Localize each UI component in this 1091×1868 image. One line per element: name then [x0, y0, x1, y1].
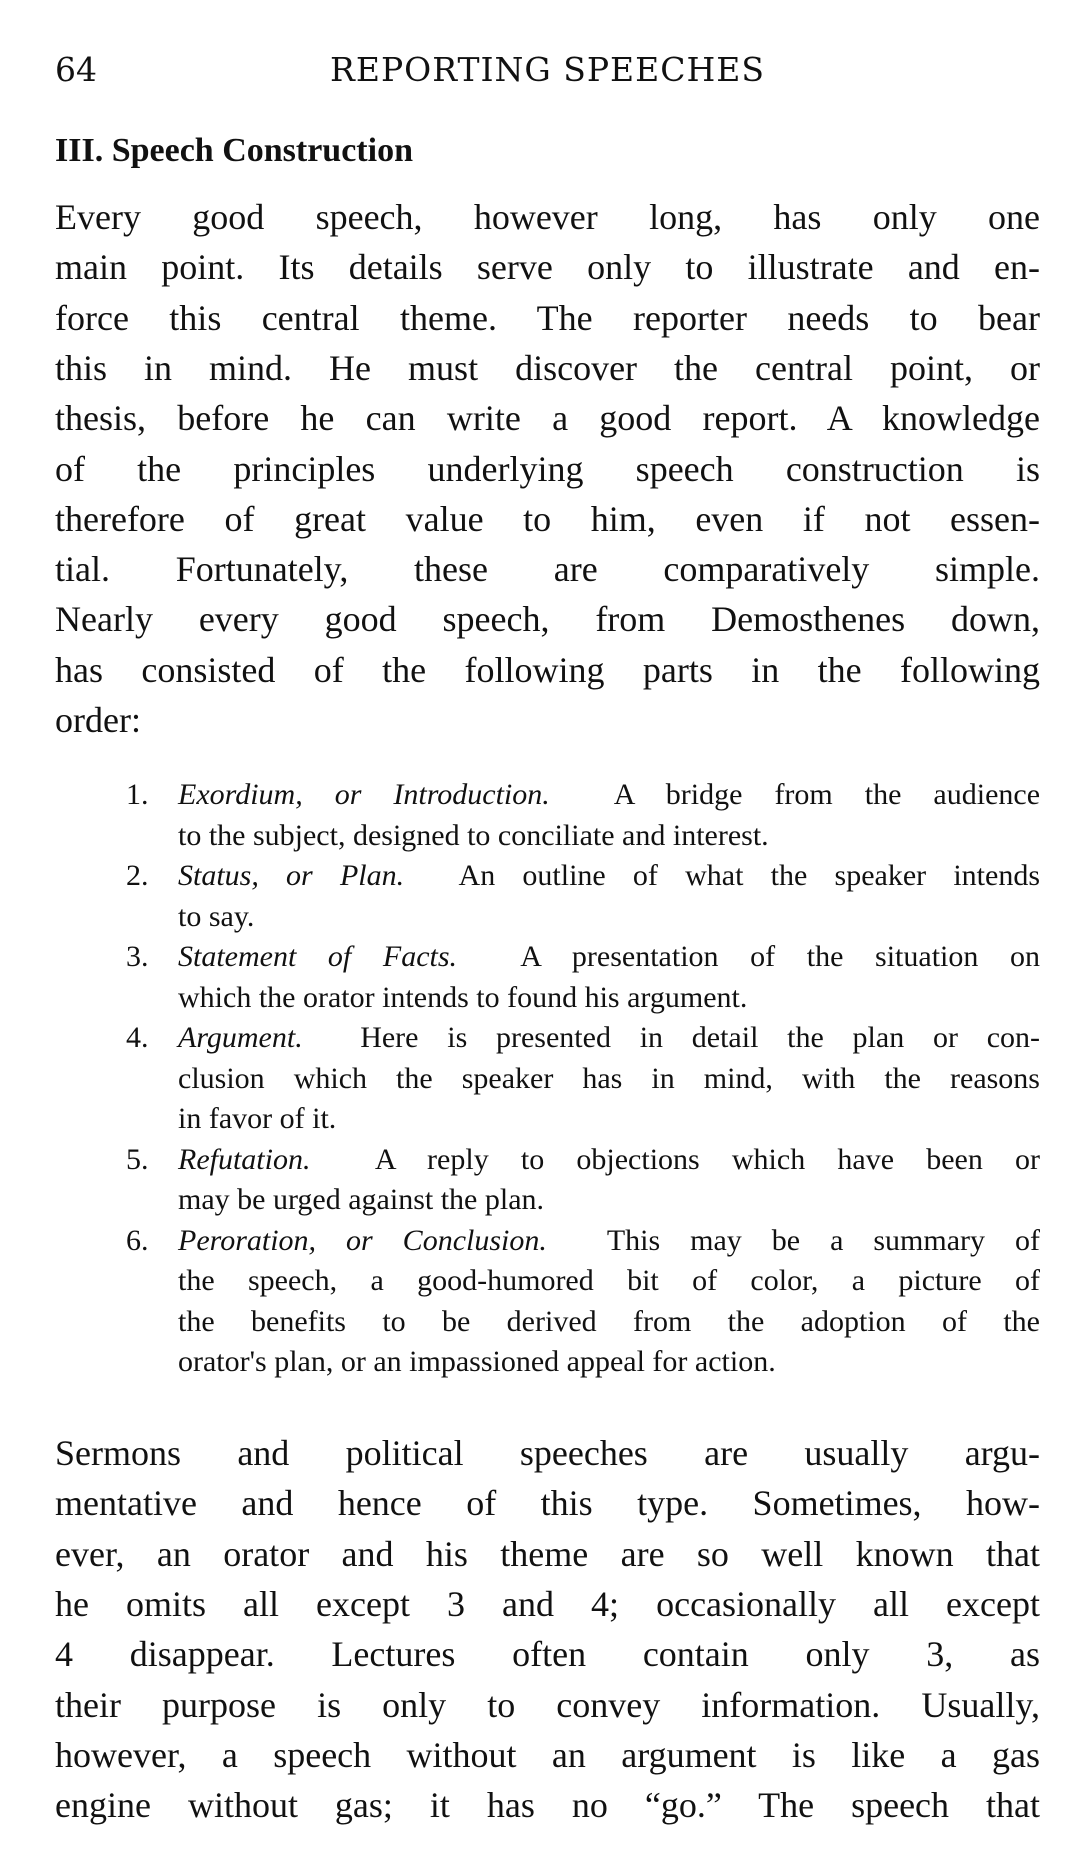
text-line: has consisted of the following parts in the following — [55, 649, 1040, 690]
list-item-line — [178, 859, 1040, 893]
list-item-text: This may be a summary of — [606, 1223, 1040, 1257]
list-item-title: Exordium, or Introduction. — [178, 778, 550, 811]
list-item-text: to the subject, designed to conciliate and interest. — [178, 818, 769, 852]
list-number: 5. — [126, 1142, 149, 1176]
list-item-line — [178, 1021, 1040, 1055]
list-item-title: Status, or Plan. — [178, 859, 405, 892]
page-number: 64 — [55, 50, 97, 89]
list-item-line — [178, 1224, 1040, 1258]
list-item-title: Argument. — [178, 1021, 303, 1054]
list-number: 4. — [126, 1021, 149, 1054]
list-item-text: A presentation of the situation on — [520, 940, 1040, 973]
list-item-text: the benefits to be derived from the adoption of the — [178, 1304, 1040, 1338]
text-line: of the principles underlying speech construction is — [55, 448, 1040, 489]
text-line: main point. Its details serve only to illustrate and en- — [55, 247, 1040, 288]
list-item-line — [178, 778, 1040, 812]
text-line: he omits all except 3 and 4; occasionally all except — [55, 1583, 1040, 1624]
list-item-text: to say. — [178, 899, 255, 933]
list-item-title: Refutation. — [178, 1142, 311, 1176]
list-item-line — [178, 981, 1040, 1015]
text-line: their purpose is only to convey information. Usually, — [55, 1684, 1040, 1725]
list-item-line — [178, 1102, 1040, 1136]
text-line: Every good speech, however long, has only one — [55, 197, 1040, 237]
text-line: Nearly every good speech, from Demosthenes down, — [55, 599, 1040, 640]
list-number: 3. — [126, 940, 149, 973]
list-item-text: clusion which the speaker has in mind, with the reasons — [178, 1061, 1040, 1095]
list-item-line — [178, 1345, 1040, 1379]
list-item-line — [178, 900, 1040, 934]
text-line: thesis, before he can write a good report. A knowledge — [55, 398, 1040, 439]
list-item-line — [178, 1183, 1040, 1217]
list-item-text: the speech, a good-humored bit of color, a picture of — [178, 1264, 1040, 1297]
list-item-text: An outline of what the speaker intends — [458, 859, 1041, 892]
list-number: 1. — [126, 778, 149, 811]
list-item-line — [178, 1305, 1040, 1339]
list-item-title: Peroration, or Conclusion. — [178, 1223, 547, 1257]
running-title: REPORTING SPEECHES — [330, 50, 765, 89]
text-line: order: — [55, 700, 141, 740]
list-item-text: A reply to objections which have been or — [374, 1142, 1040, 1176]
list-item-text: which the orator intends to found his argument. — [178, 980, 748, 1014]
text-line: therefore of great value to him, even if not essen- — [55, 498, 1040, 539]
list-item-text: may be urged against the plan. — [178, 1183, 545, 1216]
list-item-text: Here is presented in detail the plan or con- — [360, 1021, 1041, 1054]
list-item-text: in favor of it. — [178, 1102, 337, 1135]
text-line: however, a speech without an argument is like a gas — [55, 1734, 1040, 1775]
text-line: 4 disappear. Lectures often contain only 3, as — [55, 1634, 1040, 1675]
list-item-line — [178, 940, 1040, 974]
list-item-line — [178, 1264, 1040, 1298]
list-item-text: A bridge from the audience — [613, 778, 1041, 811]
list-item-line — [178, 1062, 1040, 1096]
section-title: III. Speech Construction — [55, 132, 413, 169]
text-line: Sermons and political speeches are usually argu- — [55, 1433, 1040, 1473]
text-line: mentative and hence of this type. Sometimes, how- — [55, 1483, 1040, 1524]
list-item-line — [178, 1143, 1040, 1177]
text-line: force this central theme. The reporter needs to bear — [55, 297, 1040, 338]
list-number: 6. — [126, 1223, 149, 1257]
text-line: engine without gas; it has no “go.” The speech that — [55, 1785, 1040, 1826]
text-line: ever, an orator and his theme are so well known that — [55, 1533, 1040, 1574]
list-item-text: orator's plan, or an impassioned appeal for action. — [178, 1345, 776, 1378]
list-item-line — [178, 819, 1040, 853]
text-line: tial. Fortunately, these are comparatively simple. — [55, 549, 1040, 590]
list-item-title: Statement of Facts. — [178, 940, 458, 973]
text-line: this in mind. He must discover the central point, or — [55, 347, 1040, 388]
running-header — [55, 50, 1040, 90]
list-number: 2. — [126, 859, 149, 892]
